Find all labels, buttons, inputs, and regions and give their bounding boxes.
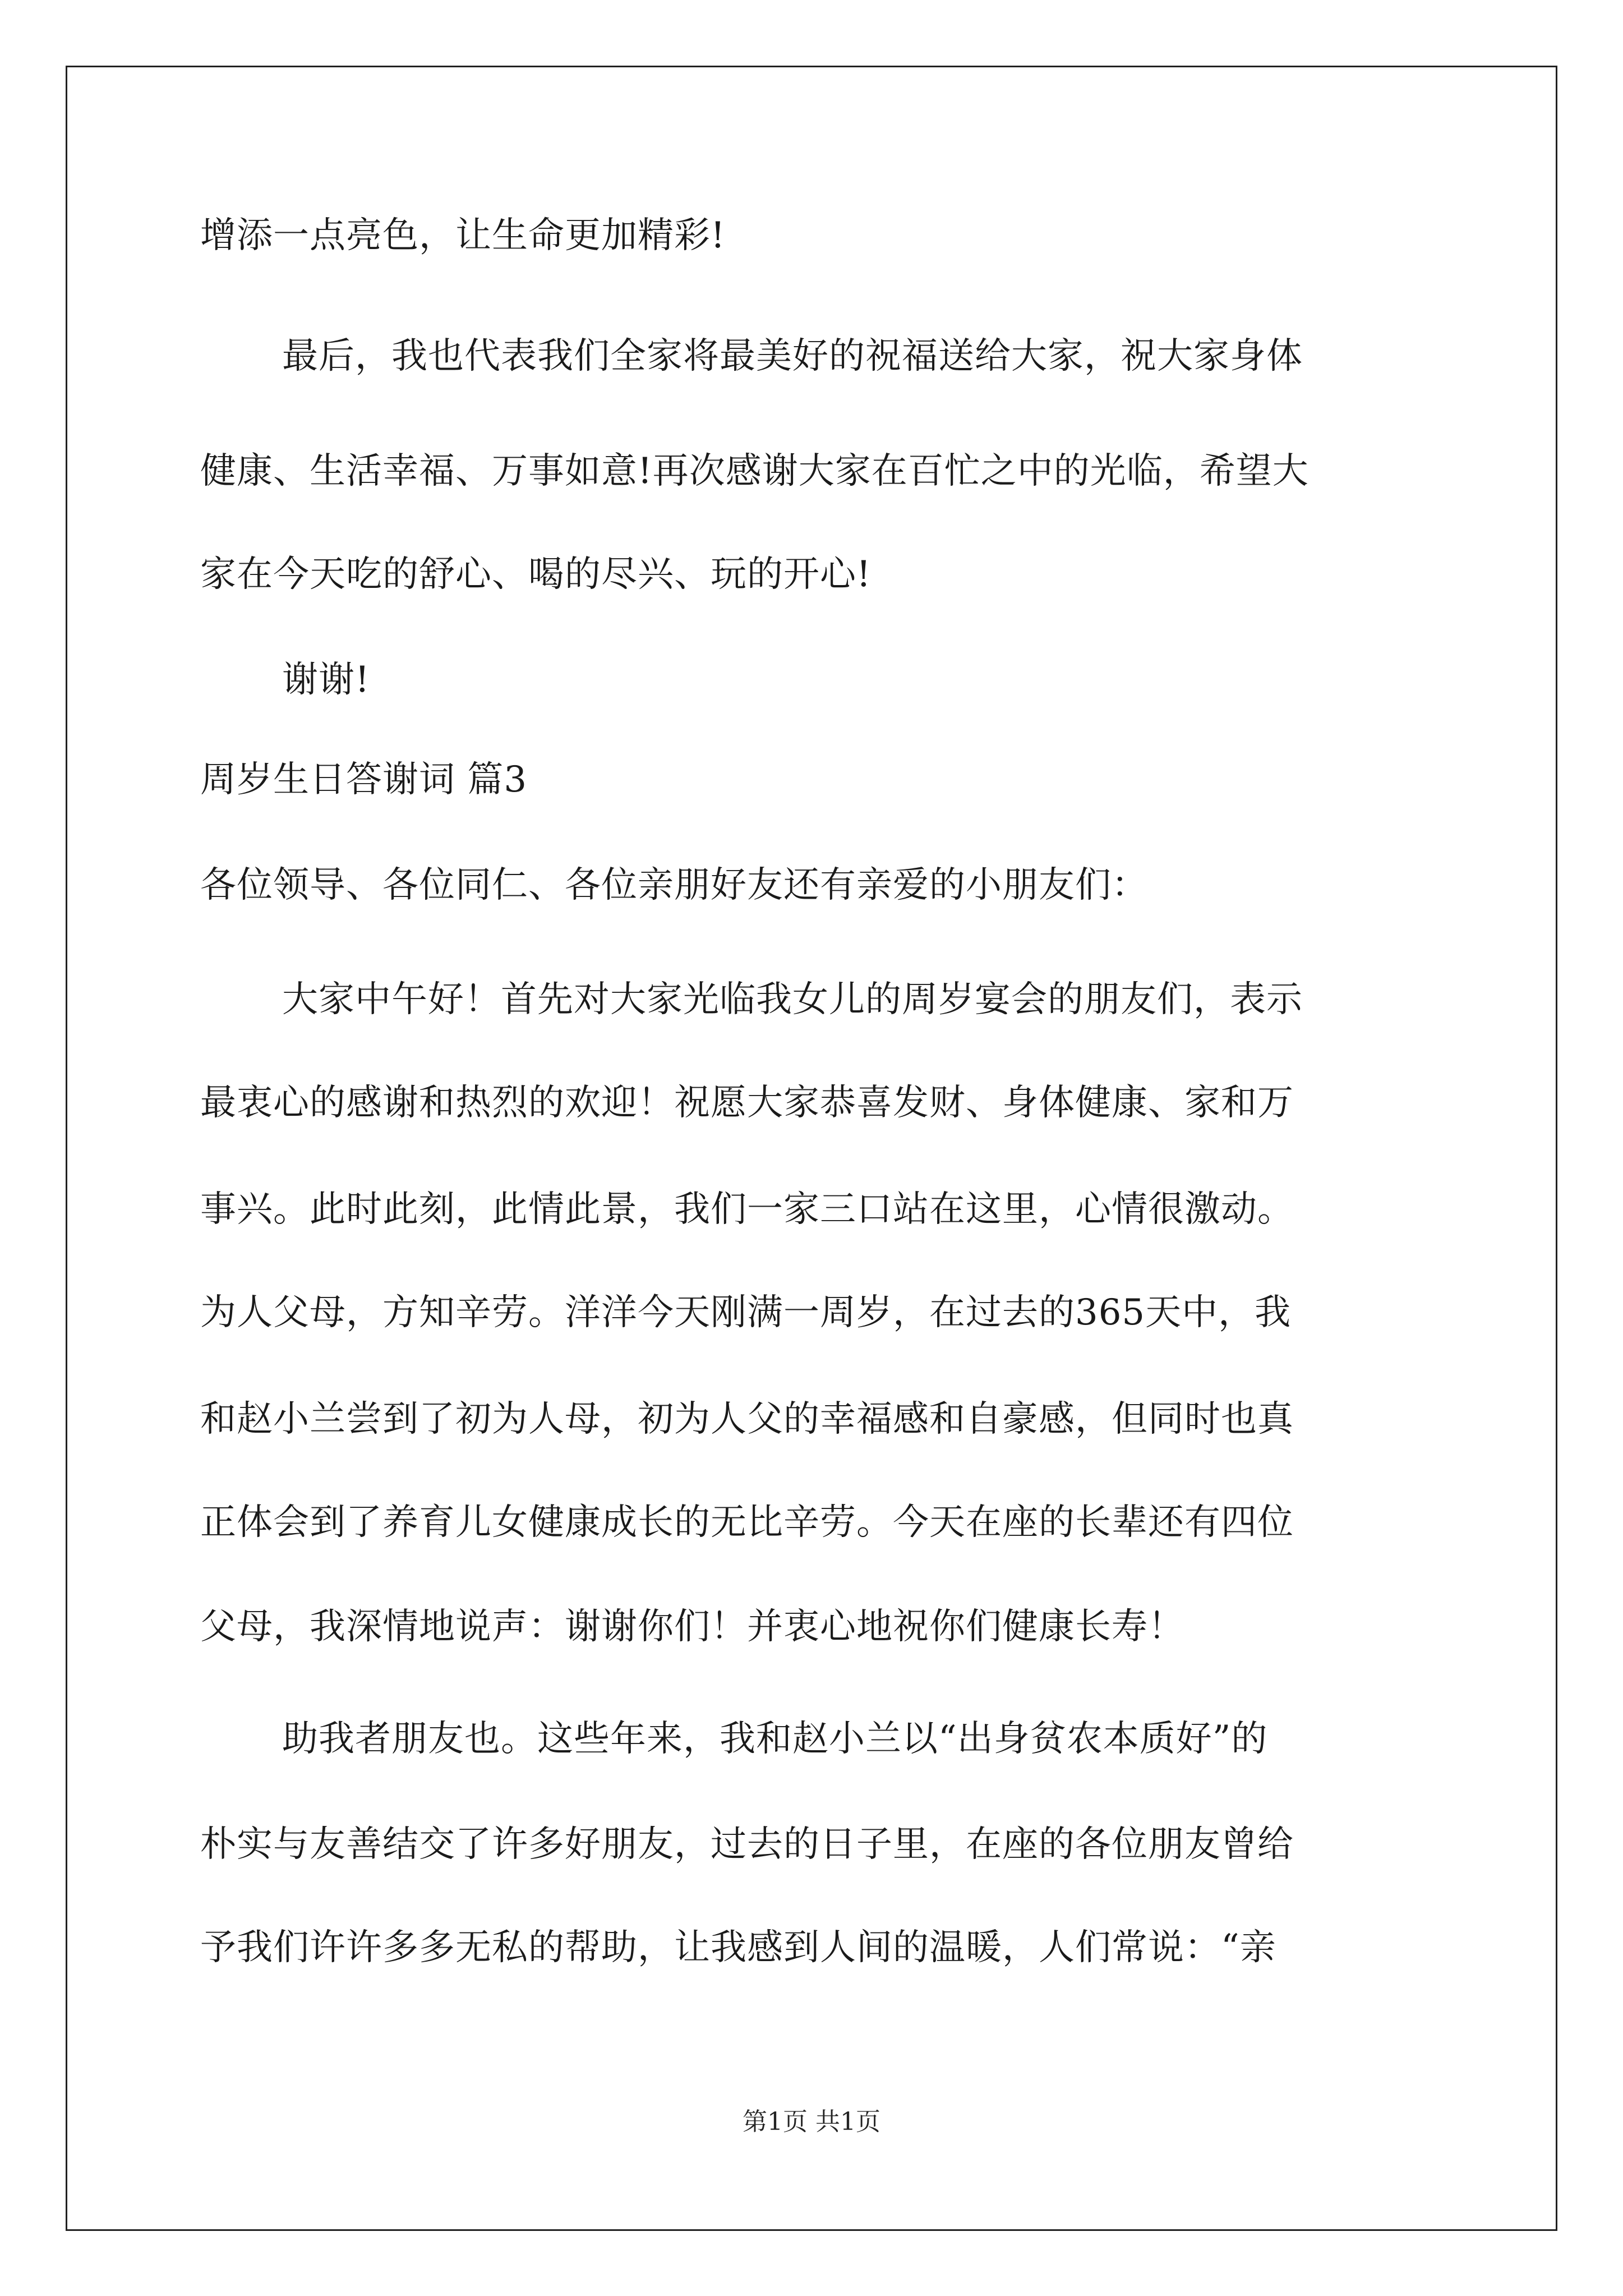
text-line: 为人父母，方知辛劳。洋洋今天刚满一周岁，在过去的365天中，我 xyxy=(200,1292,1292,1333)
text-line: 健康、生活幸福、万事如意!再次感谢大家在百忙之中的光临，希望大 xyxy=(200,450,1309,492)
text-line: 大家中午好！首先对大家光临我女儿的周岁宴会的朋友们，表示 xyxy=(282,979,1303,1020)
text-line: 事兴。此时此刻，此情此景，我们一家三口站在这里，心情很激动。 xyxy=(200,1189,1294,1230)
page-footer: 第1页 共1页 xyxy=(743,2108,880,2136)
text-line: 最后，我也代表我们全家将最美好的祝福送给大家，祝大家身体 xyxy=(282,335,1303,377)
text-line: 予我们许许多多无私的帮助，让我感到人间的温暖，人们常说：“亲 xyxy=(200,1927,1276,1968)
text-line: 增添一点亮色，让生命更加精彩! xyxy=(200,215,726,256)
text-line: 朴实与友善结交了许多好朋友，过去的日子里，在座的各位朋友曾给 xyxy=(200,1824,1294,1865)
text-line: 各位领导、各位同仁、各位亲朋好友还有亲爱的小朋友们： xyxy=(200,864,1148,906)
text-line: 最衷心的感谢和热烈的欢迎！祝愿大家恭喜发财、身体健康、家和万 xyxy=(200,1082,1294,1124)
text-line: 谢谢! xyxy=(282,659,370,701)
text-line: 正体会到了养育儿女健康成长的无比辛劳。今天在座的长辈还有四位 xyxy=(200,1502,1294,1543)
text-line: 助我者朋友也。这些年来，我和赵小兰以“出身贫农本质好”的 xyxy=(282,1718,1268,1760)
text-line: 父母，我深情地说声：谢谢你们！并衷心地祝你们健康长寿！ xyxy=(200,1606,1184,1648)
text-line: 家在今天吃的舒心、喝的尽兴、玩的开心! xyxy=(200,554,872,595)
text-line: 和赵小兰尝到了初为人母，初为人父的幸福感和自豪感，但同时也真 xyxy=(200,1398,1294,1440)
page-border xyxy=(66,66,1557,2231)
section-heading: 周岁生日答谢词 篇3 xyxy=(200,759,528,800)
